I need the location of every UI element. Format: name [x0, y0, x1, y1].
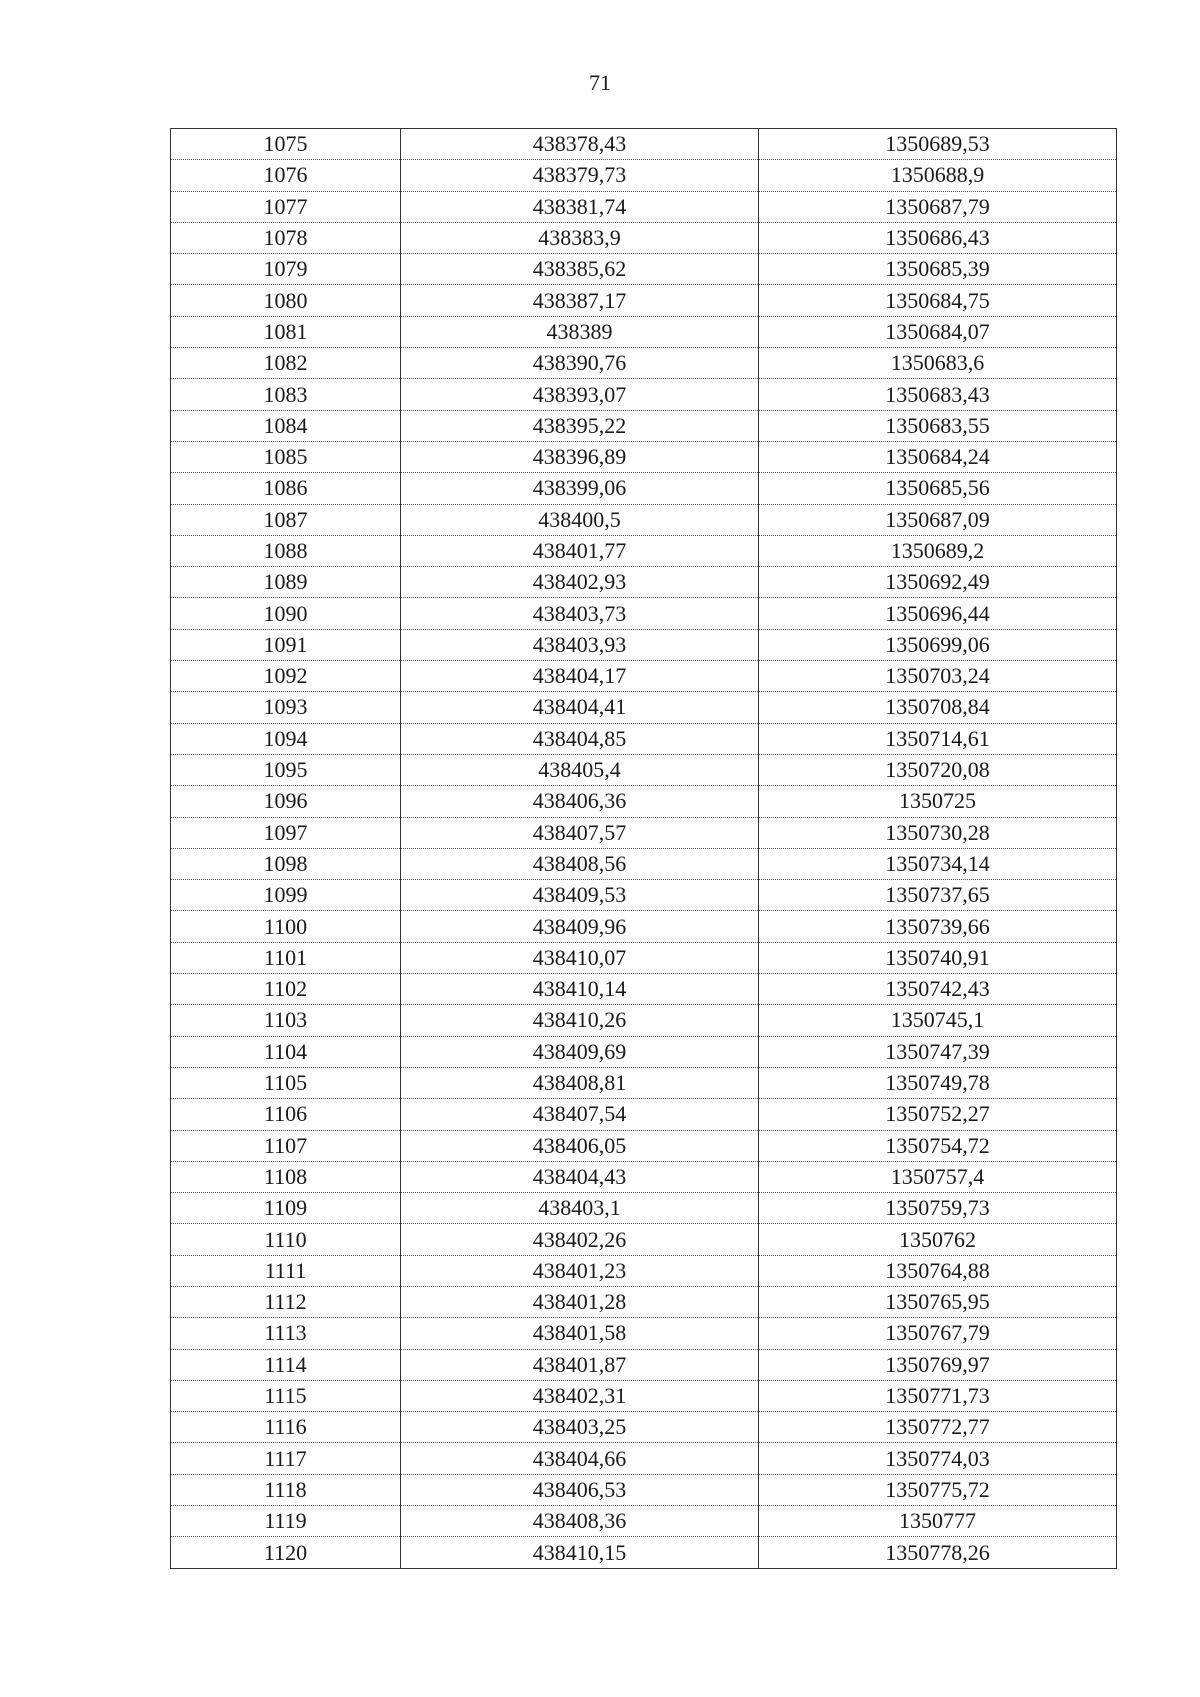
- table-row: [171, 1318, 1117, 1349]
- y-coordinate-cell: 1350683,43: [759, 379, 1117, 410]
- point-number-cell: 1086: [171, 473, 401, 504]
- table-row: [171, 911, 1117, 942]
- table-row: [171, 786, 1117, 817]
- point-number-cell: 1090: [171, 598, 401, 629]
- x-coordinate-cell: 438404,17: [401, 661, 759, 692]
- x-coordinate-cell: 438402,26: [401, 1224, 759, 1255]
- x-coordinate-cell: 438404,43: [401, 1161, 759, 1192]
- point-number-cell: 1112: [171, 1286, 401, 1317]
- table-row: [171, 942, 1117, 973]
- y-coordinate-cell: 1350684,07: [759, 316, 1117, 347]
- y-coordinate-cell: 1350740,91: [759, 942, 1117, 973]
- x-coordinate-cell: 438410,26: [401, 1005, 759, 1036]
- y-coordinate-cell: 1350703,24: [759, 661, 1117, 692]
- x-coordinate-cell: 438406,53: [401, 1474, 759, 1505]
- x-coordinate-cell: 438409,53: [401, 880, 759, 911]
- table-row: [171, 1099, 1117, 1130]
- point-number-cell: 1117: [171, 1443, 401, 1474]
- point-number-cell: 1118: [171, 1474, 401, 1505]
- x-coordinate-cell: 438410,14: [401, 974, 759, 1005]
- x-coordinate-cell: 438409,69: [401, 1036, 759, 1067]
- point-number-cell: 1096: [171, 786, 401, 817]
- table-row: [171, 379, 1117, 410]
- point-number-cell: 1119: [171, 1506, 401, 1537]
- coordinates-table: [170, 128, 1117, 1569]
- x-coordinate-cell: 438379,73: [401, 160, 759, 191]
- point-number-cell: 1105: [171, 1067, 401, 1098]
- point-number-cell: 1114: [171, 1349, 401, 1380]
- y-coordinate-cell: 1350771,73: [759, 1380, 1117, 1411]
- x-coordinate-cell: 438402,31: [401, 1380, 759, 1411]
- y-coordinate-cell: 1350685,39: [759, 254, 1117, 285]
- point-number-cell: 1103: [171, 1005, 401, 1036]
- x-coordinate-cell: 438408,56: [401, 848, 759, 879]
- coordinates-table-body: [171, 129, 1117, 1569]
- y-coordinate-cell: 1350775,72: [759, 1474, 1117, 1505]
- x-coordinate-cell: 438404,41: [401, 692, 759, 723]
- y-coordinate-cell: 1350725: [759, 786, 1117, 817]
- x-coordinate-cell: 438401,23: [401, 1255, 759, 1286]
- y-coordinate-cell: 1350687,09: [759, 504, 1117, 535]
- table-row: [171, 848, 1117, 879]
- x-coordinate-cell: 438399,06: [401, 473, 759, 504]
- y-coordinate-cell: 1350683,55: [759, 410, 1117, 441]
- point-number-cell: 1092: [171, 661, 401, 692]
- point-number-cell: 1076: [171, 160, 401, 191]
- table-row: [171, 504, 1117, 535]
- x-coordinate-cell: 438408,36: [401, 1506, 759, 1537]
- point-number-cell: 1098: [171, 848, 401, 879]
- point-number-cell: 1102: [171, 974, 401, 1005]
- y-coordinate-cell: 1350777: [759, 1506, 1117, 1537]
- point-number-cell: 1085: [171, 441, 401, 472]
- x-coordinate-cell: 438406,36: [401, 786, 759, 817]
- point-number-cell: 1093: [171, 692, 401, 723]
- point-number-cell: 1104: [171, 1036, 401, 1067]
- x-coordinate-cell: 438406,05: [401, 1130, 759, 1161]
- x-coordinate-cell: 438407,57: [401, 817, 759, 848]
- x-coordinate-cell: 438378,43: [401, 129, 759, 160]
- y-coordinate-cell: 1350708,84: [759, 692, 1117, 723]
- y-coordinate-cell: 1350752,27: [759, 1099, 1117, 1130]
- x-coordinate-cell: 438410,07: [401, 942, 759, 973]
- point-number-cell: 1091: [171, 629, 401, 660]
- y-coordinate-cell: 1350769,97: [759, 1349, 1117, 1380]
- table-row: [171, 974, 1117, 1005]
- point-number-cell: 1101: [171, 942, 401, 973]
- point-number-cell: 1082: [171, 348, 401, 379]
- x-coordinate-cell: 438393,07: [401, 379, 759, 410]
- x-coordinate-cell: 438404,66: [401, 1443, 759, 1474]
- point-number-cell: 1099: [171, 880, 401, 911]
- table-row: [171, 1161, 1117, 1192]
- point-number-cell: 1081: [171, 316, 401, 347]
- table-row: [171, 1193, 1117, 1224]
- point-number-cell: 1079: [171, 254, 401, 285]
- x-coordinate-cell: 438395,22: [401, 410, 759, 441]
- x-coordinate-cell: 438401,77: [401, 535, 759, 566]
- y-coordinate-cell: 1350689,2: [759, 535, 1117, 566]
- y-coordinate-cell: 1350734,14: [759, 848, 1117, 879]
- table-row: [171, 1443, 1117, 1474]
- y-coordinate-cell: 1350686,43: [759, 222, 1117, 253]
- point-number-cell: 1100: [171, 911, 401, 942]
- x-coordinate-cell: 438381,74: [401, 191, 759, 222]
- point-number-cell: 1080: [171, 285, 401, 316]
- table-row: [171, 1349, 1117, 1380]
- x-coordinate-cell: 438383,9: [401, 222, 759, 253]
- x-coordinate-cell: 438405,4: [401, 754, 759, 785]
- x-coordinate-cell: 438396,89: [401, 441, 759, 472]
- point-number-cell: 1083: [171, 379, 401, 410]
- table-row: [171, 817, 1117, 848]
- x-coordinate-cell: 438401,58: [401, 1318, 759, 1349]
- table-row: [171, 1474, 1117, 1505]
- x-coordinate-cell: 438390,76: [401, 348, 759, 379]
- table-row: [171, 1412, 1117, 1443]
- table-row: [171, 129, 1117, 160]
- table-row: [171, 567, 1117, 598]
- x-coordinate-cell: 438401,87: [401, 1349, 759, 1380]
- table-row: [171, 160, 1117, 191]
- y-coordinate-cell: 1350772,77: [759, 1412, 1117, 1443]
- point-number-cell: 1120: [171, 1537, 401, 1568]
- table-row: [171, 222, 1117, 253]
- table-row: [171, 1067, 1117, 1098]
- y-coordinate-cell: 1350685,56: [759, 473, 1117, 504]
- table-row: [171, 535, 1117, 566]
- y-coordinate-cell: 1350684,75: [759, 285, 1117, 316]
- table-row: [171, 473, 1117, 504]
- table-row: [171, 1537, 1117, 1568]
- point-number-cell: 1089: [171, 567, 401, 598]
- point-number-cell: 1108: [171, 1161, 401, 1192]
- point-number-cell: 1115: [171, 1380, 401, 1411]
- page-number: 71: [589, 70, 611, 95]
- y-coordinate-cell: 1350778,26: [759, 1537, 1117, 1568]
- point-number-cell: 1084: [171, 410, 401, 441]
- x-coordinate-cell: 438410,15: [401, 1537, 759, 1568]
- point-number-cell: 1075: [171, 129, 401, 160]
- y-coordinate-cell: 1350745,1: [759, 1005, 1117, 1036]
- y-coordinate-cell: 1350762: [759, 1224, 1117, 1255]
- y-coordinate-cell: 1350699,06: [759, 629, 1117, 660]
- x-coordinate-cell: 438404,85: [401, 723, 759, 754]
- point-number-cell: 1116: [171, 1412, 401, 1443]
- y-coordinate-cell: 1350764,88: [759, 1255, 1117, 1286]
- point-number-cell: 1109: [171, 1193, 401, 1224]
- y-coordinate-cell: 1350684,24: [759, 441, 1117, 472]
- x-coordinate-cell: 438403,93: [401, 629, 759, 660]
- x-coordinate-cell: 438403,73: [401, 598, 759, 629]
- y-coordinate-cell: 1350765,95: [759, 1286, 1117, 1317]
- table-row: [171, 1130, 1117, 1161]
- y-coordinate-cell: 1350692,49: [759, 567, 1117, 598]
- point-number-cell: 1088: [171, 535, 401, 566]
- y-coordinate-cell: 1350720,08: [759, 754, 1117, 785]
- y-coordinate-cell: 1350730,28: [759, 817, 1117, 848]
- x-coordinate-cell: 438385,62: [401, 254, 759, 285]
- table-row: [171, 285, 1117, 316]
- table-row: [171, 316, 1117, 347]
- y-coordinate-cell: 1350696,44: [759, 598, 1117, 629]
- point-number-cell: 1113: [171, 1318, 401, 1349]
- point-number-cell: 1078: [171, 222, 401, 253]
- table-row: [171, 1506, 1117, 1537]
- y-coordinate-cell: 1350688,9: [759, 160, 1117, 191]
- table-row: [171, 191, 1117, 222]
- point-number-cell: 1095: [171, 754, 401, 785]
- point-number-cell: 1110: [171, 1224, 401, 1255]
- table-row: [171, 598, 1117, 629]
- point-number-cell: 1111: [171, 1255, 401, 1286]
- table-row: [171, 723, 1117, 754]
- x-coordinate-cell: 438407,54: [401, 1099, 759, 1130]
- point-number-cell: 1107: [171, 1130, 401, 1161]
- table-row: [171, 880, 1117, 911]
- x-coordinate-cell: 438409,96: [401, 911, 759, 942]
- table-row: [171, 1036, 1117, 1067]
- y-coordinate-cell: 1350742,43: [759, 974, 1117, 1005]
- y-coordinate-cell: 1350759,73: [759, 1193, 1117, 1224]
- x-coordinate-cell: 438403,1: [401, 1193, 759, 1224]
- table-row: [171, 410, 1117, 441]
- table-row: [171, 754, 1117, 785]
- table-row: [171, 629, 1117, 660]
- table-row: [171, 1255, 1117, 1286]
- x-coordinate-cell: 438389: [401, 316, 759, 347]
- y-coordinate-cell: 1350687,79: [759, 191, 1117, 222]
- table-row: [171, 441, 1117, 472]
- x-coordinate-cell: 438402,93: [401, 567, 759, 598]
- point-number-cell: 1087: [171, 504, 401, 535]
- table-row: [171, 1380, 1117, 1411]
- table-row: [171, 1224, 1117, 1255]
- y-coordinate-cell: 1350767,79: [759, 1318, 1117, 1349]
- table-row: [171, 254, 1117, 285]
- y-coordinate-cell: 1350747,39: [759, 1036, 1117, 1067]
- y-coordinate-cell: 1350774,03: [759, 1443, 1117, 1474]
- x-coordinate-cell: 438408,81: [401, 1067, 759, 1098]
- x-coordinate-cell: 438400,5: [401, 504, 759, 535]
- y-coordinate-cell: 1350754,72: [759, 1130, 1117, 1161]
- y-coordinate-cell: 1350689,53: [759, 129, 1117, 160]
- table-row: [171, 692, 1117, 723]
- y-coordinate-cell: 1350749,78: [759, 1067, 1117, 1098]
- y-coordinate-cell: 1350683,6: [759, 348, 1117, 379]
- y-coordinate-cell: 1350714,61: [759, 723, 1117, 754]
- table-row: [171, 1286, 1117, 1317]
- x-coordinate-cell: 438401,28: [401, 1286, 759, 1317]
- table-row: [171, 661, 1117, 692]
- x-coordinate-cell: 438387,17: [401, 285, 759, 316]
- point-number-cell: 1094: [171, 723, 401, 754]
- point-number-cell: 1097: [171, 817, 401, 848]
- point-number-cell: 1077: [171, 191, 401, 222]
- y-coordinate-cell: 1350739,66: [759, 911, 1117, 942]
- y-coordinate-cell: 1350737,65: [759, 880, 1117, 911]
- y-coordinate-cell: 1350757,4: [759, 1161, 1117, 1192]
- table-row: [171, 348, 1117, 379]
- table-row: [171, 1005, 1117, 1036]
- point-number-cell: 1106: [171, 1099, 401, 1130]
- x-coordinate-cell: 438403,25: [401, 1412, 759, 1443]
